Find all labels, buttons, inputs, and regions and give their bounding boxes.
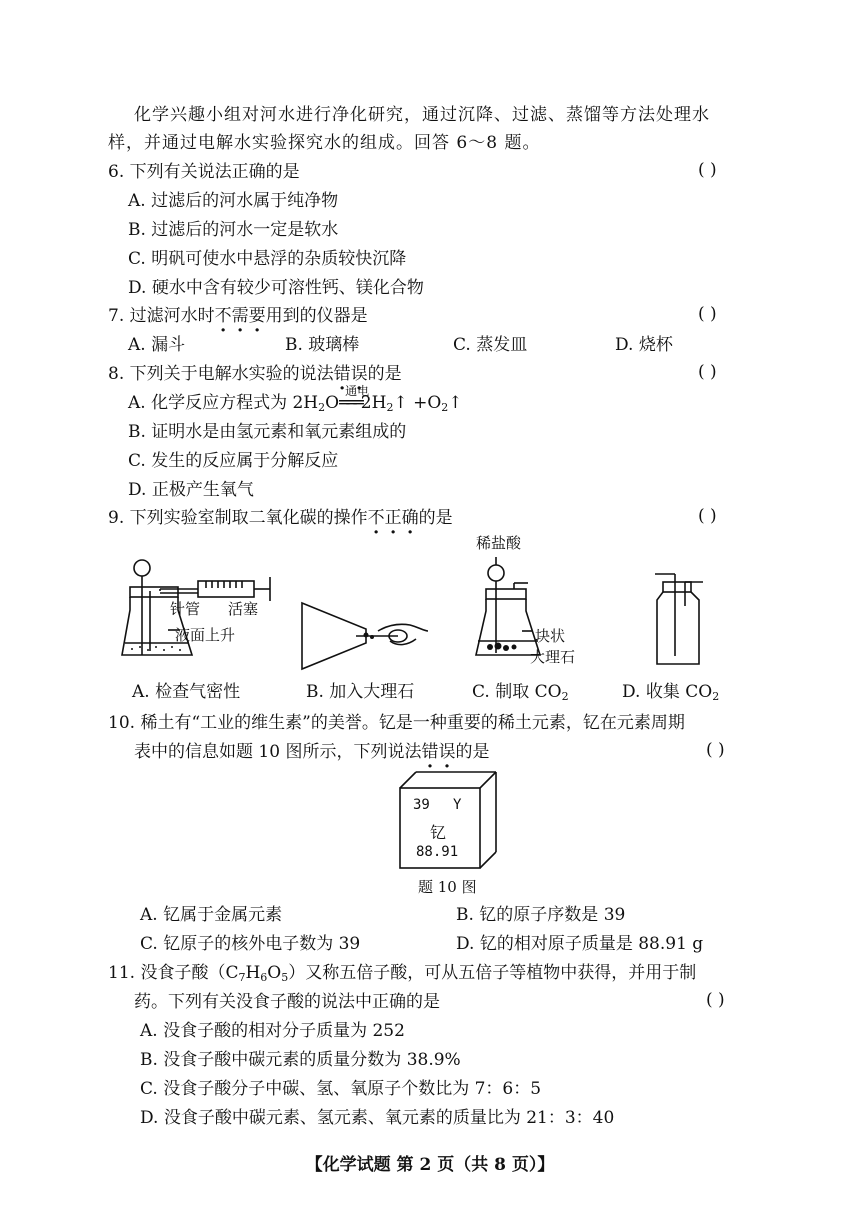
q9-option-d-text: D. 收集 CO [622, 682, 713, 702]
q11-option-b: B. 没食子酸中碳元素的质量分数为 38.9% [140, 1050, 461, 1070]
q6-option-c: C. 明矾可使水中悬浮的杂质较快沉降 [128, 249, 407, 269]
q11-option-a: A. 没食子酸的相对分子质量为 252 [140, 1021, 405, 1041]
label-needle: 针管 [170, 600, 201, 618]
q10-line2-pre: 表中的信息如题 10 图所示，下列说法 [134, 742, 422, 762]
intro-line-1: 化学兴趣小组对河水进行净化研究，通过沉降、过滤、蒸馏等方法处理水 [134, 105, 710, 125]
question-11-line-1 [108, 961, 696, 990]
q7-option-a: A. 漏斗 [128, 335, 186, 355]
q10-line2-post: 的是 [455, 742, 490, 762]
answer-blank-10[interactable]: ( ) [706, 740, 725, 760]
q10-option-a: A. 钇属于金属元素 [140, 905, 283, 925]
q8-a-o: O [325, 393, 340, 413]
subscript: 6 [260, 971, 268, 984]
q7-stem-pre: 7. 过滤河水时 [108, 306, 215, 326]
equals-sign: ═══ [339, 393, 361, 413]
subscript: 7 [238, 971, 246, 984]
emphasis-char: 不 [367, 508, 385, 528]
atomic-mass: 88.91 [416, 844, 459, 860]
q10-option-c: C. 钇原子的核外电子数为 39 [140, 934, 361, 954]
q11-line1-post: ）又称五倍子酸，可从五倍子等植物中获得，并用于制 [288, 963, 697, 983]
q11-option-d: D. 没食子酸中碳元素、氢元素、氧元素的质量比为 21：3：40 [140, 1108, 615, 1128]
question-10-line-1: 10. 稀土有“工业的维生素”的美誉。钇是一种重要的稀土元素，钇在元素周期 [108, 713, 685, 733]
q8-option-a: A. 化学反应方程式为 $2H_2O$ 通电 $═══2H_2↑$ $+O_2↑$ [128, 384, 463, 414]
emphasis-char: 错 [333, 364, 351, 384]
collect-co2-figure [645, 572, 715, 672]
element-name: 钇 [430, 823, 447, 842]
answer-blank-11[interactable]: ( ) [706, 990, 725, 1010]
q9-option-a: A. 检查气密性 [132, 682, 241, 702]
emphasis-char: 不 [214, 306, 232, 326]
q9-stem-post: 的是 [418, 508, 453, 528]
answer-blank-6[interactable]: ( ) [698, 160, 717, 180]
emphasis-char: 误 [438, 742, 456, 762]
q8-a-h2: 2H [360, 393, 387, 413]
emphasis-char: 确 [401, 508, 419, 528]
q8-a-text: A. 化学反应方程式为 2H [128, 393, 319, 413]
q7-stem-post: 用到的仪器是 [265, 306, 368, 326]
emphasis-char: 正 [384, 508, 402, 528]
q9-option-b: B. 加入大理石 [306, 682, 415, 702]
label-marble: 大理石 [530, 648, 576, 666]
q8-option-c: C. 发生的反应属于分解反应 [128, 451, 339, 471]
label-block: 块状 [535, 627, 566, 645]
question-7-stem [108, 304, 368, 328]
question-9-stem [108, 506, 453, 530]
q8-stem-post: 的是 [367, 364, 402, 384]
q8-stem-pre: 8. 下列关于电解水实验的说法 [108, 364, 334, 384]
question-6-stem: 6. 下列有关说法正确的是 [108, 162, 300, 182]
subscript: 2 [712, 690, 720, 703]
q7-option-c: C. 蒸发皿 [453, 335, 528, 355]
figure-10-caption: 题 10 图 [418, 878, 477, 896]
q9-option-d [622, 680, 719, 709]
question-10-line-2 [134, 740, 489, 764]
q10-option-b: B. 钇的原子序数是 39 [456, 905, 626, 925]
label-plunger: 活塞 [228, 600, 259, 618]
element-symbol: Y [453, 797, 462, 813]
q6-option-d: D. 硬水中含有较少可溶性钙、镁化合物 [128, 278, 424, 298]
formula-h: H [245, 963, 261, 983]
question-11-line-2: 药。下列有关没食子酸的说法中正确的是 [134, 992, 440, 1012]
add-marble-figure [298, 595, 438, 675]
emphasis-char: 需 [231, 306, 249, 326]
q10-option-d: D. 钇的相对原子质量是 88.91 g [456, 934, 704, 954]
atomic-number: 39 [413, 797, 430, 813]
page-footer: 【化学试题 第 2 页（共 8 页）】 [305, 1155, 555, 1175]
q7-option-d: D. 烧杯 [615, 335, 673, 355]
q11-option-c: C. 没食子酸分子中碳、氢、氧原子个数比为 7：6：5 [140, 1079, 542, 1099]
emphasis-char: 要 [248, 306, 266, 326]
q7-option-b: B. 玻璃棒 [285, 335, 360, 355]
intro-line-2: 样，并通过电解水实验探究水的组成。回答 6～8 题。 [108, 133, 541, 153]
q9-option-c [472, 680, 569, 709]
q8-option-b: B. 证明水是由氢元素和氧元素组成的 [128, 422, 407, 442]
answer-blank-7[interactable]: ( ) [698, 304, 717, 324]
q11-line1-pre: 11. 没食子酸（C [108, 963, 239, 983]
q9-option-c-text: C. 制取 CO [472, 682, 562, 702]
subscript: 2 [561, 690, 569, 703]
subscript: 5 [281, 971, 289, 984]
answer-blank-8[interactable]: ( ) [698, 362, 717, 382]
answer-blank-9[interactable]: ( ) [698, 506, 717, 526]
formula-o: O [267, 963, 282, 983]
q9-stem-pre: 9. 下列实验室制取二氧化碳的操作 [108, 508, 368, 528]
up-arrow: ↑ [448, 393, 463, 413]
label-liquid-rise: 液面上升 [175, 626, 236, 644]
emphasis-char: 误 [350, 364, 368, 384]
q8-option-d: D. 正极产生氧气 [128, 480, 254, 500]
emphasis-char: 错 [421, 742, 439, 762]
electrolysis-arrow: 通电 ═══ [339, 384, 370, 413]
q6-option-b: B. 过滤后的河水一定是软水 [128, 220, 339, 240]
q6-option-a: A. 过滤后的河水属于纯净物 [128, 191, 339, 211]
label-dilute-hcl: 稀盐酸 [476, 534, 522, 552]
q8-a-o2: ↑ +O [393, 393, 442, 413]
